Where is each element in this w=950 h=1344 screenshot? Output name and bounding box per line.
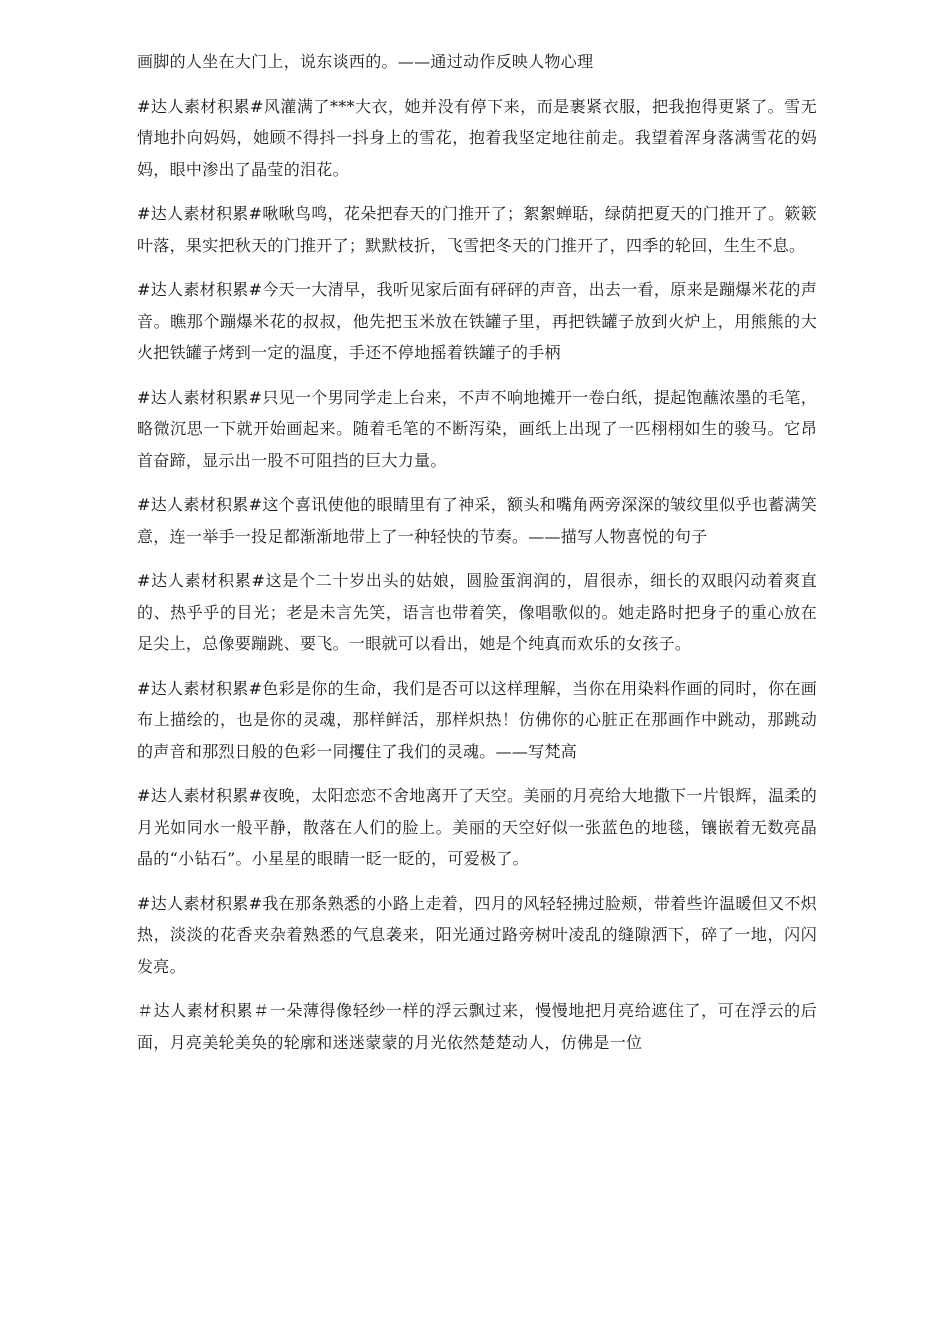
paragraph-3: #达人素材积累#啾啾鸟鸣，花朵把春天的门推开了；絮絮蝉聒，绿荫把夏天的门推开了。簌簌叶落，果实把秋天的门推开了；默默枝折，飞雪把冬天的门推开了，四季的轮回，生生不息。 bbox=[137, 204, 817, 255]
paragraph-1: 画脚的人坐在大门上，说东谈西的。——通过动作反映人物心理 bbox=[137, 52, 594, 71]
paragraph-2: #达人素材积累#风灌满了***大衣，她并没有停下来，而是裹紧衣服，把我抱得更紧了。雪无情地扑向妈妈，她顾不得抖一抖身上的雪花，抱着我坚定地往前走。我望着浑身落满雪花的妈妈，眼中渗出了晶莹的泪花。 bbox=[137, 96, 817, 179]
paragraph-5: #达人素材积累#只见一个男同学走上台来，不声不响地摊开一卷白纸，提起饱蘸浓墨的毛笔，略微沉思一下就开始画起来。随着毛笔的不断泻染，画纸上出现了一匹栩栩如生的骏马。它昂首奋蹄，显示出一股不可阻挡的巨大力量。 bbox=[137, 387, 817, 470]
paragraph-9: #达人素材积累#夜晚，太阳恋恋不舍地离开了天空。美丽的月亮给大地撒下一片银辉，温柔的月光如同水一般平静，散落在人们的脸上。美丽的天空好似一张蓝色的地毯，镶嵌着无数亮晶晶的“小钻石”。小星星的眼睛一眨一眨的，可爱极了。 bbox=[137, 786, 817, 868]
paragraph-10: #达人素材积累#我在那条熟悉的小路上走着，四月的风轻轻拂过脸颊，带着些许温暖但又不炽热，淡淡的花香夹杂着熟悉的气息袭来，阳光通过路旁树叶凌乱的缝隙洒下，碎了一地，闪闪发亮。 bbox=[137, 893, 817, 976]
document-page bbox=[137, 46, 817, 1071]
paragraph-4: #达人素材积累#今天一大清早，我听见家后面有砰砰的声音，出去一看，原来是蹦爆米花的声音。瞧那个蹦爆米花的叔叔，他先把玉米放在铁罐子里，再把铁罐子放到火炉上，用熊熊的大火把铁罐子烤到一定的温度，手还不停地摇着铁罐子的手柄 bbox=[137, 280, 817, 362]
paragraph-6: #达人素材积累#这个喜讯使他的眼睛里有了神采，额头和嘴角两旁深深的皱纹里似乎也蓄满笑意，连一举手一投足都渐渐地带上了一种轻快的节奏。——描写人物喜悦的句子 bbox=[137, 495, 817, 546]
paragraph-8: #达人素材积累#色彩是你的生命，我们是否可以这样理解，当你在用染料作画的同时，你在画布上描绘的，也是你的灵魂，那样鲜活，那样炽热！仿佛你的心脏正在那画作中跳动，那跳动的声音和那烈日般的色彩一同攫住了我们的灵魂。——写梵高 bbox=[137, 678, 817, 761]
paragraph-7: #达人素材积累#这是个二十岁出头的姑娘，圆脸蛋润润的，眉很赤，细长的双眼闪动着爽直的、热乎乎的目光；老是未言先笑，语言也带着笑，像唱歌似的。她走路时把身子的重心放在足尖上，总像要蹦跳、要飞。一眼就可以看出，她是个纯真而欢乐的女孩子。 bbox=[137, 571, 817, 653]
paragraph-11: ＃达人素材积累＃一朵薄得像轻纱一样的浮云飘过来，慢慢地把月亮给遮住了，可在浮云的后面，月亮美轮美奂的轮廓和迷迷蒙蒙的月光依然楚楚动人，仿佛是一位 bbox=[137, 1001, 817, 1052]
